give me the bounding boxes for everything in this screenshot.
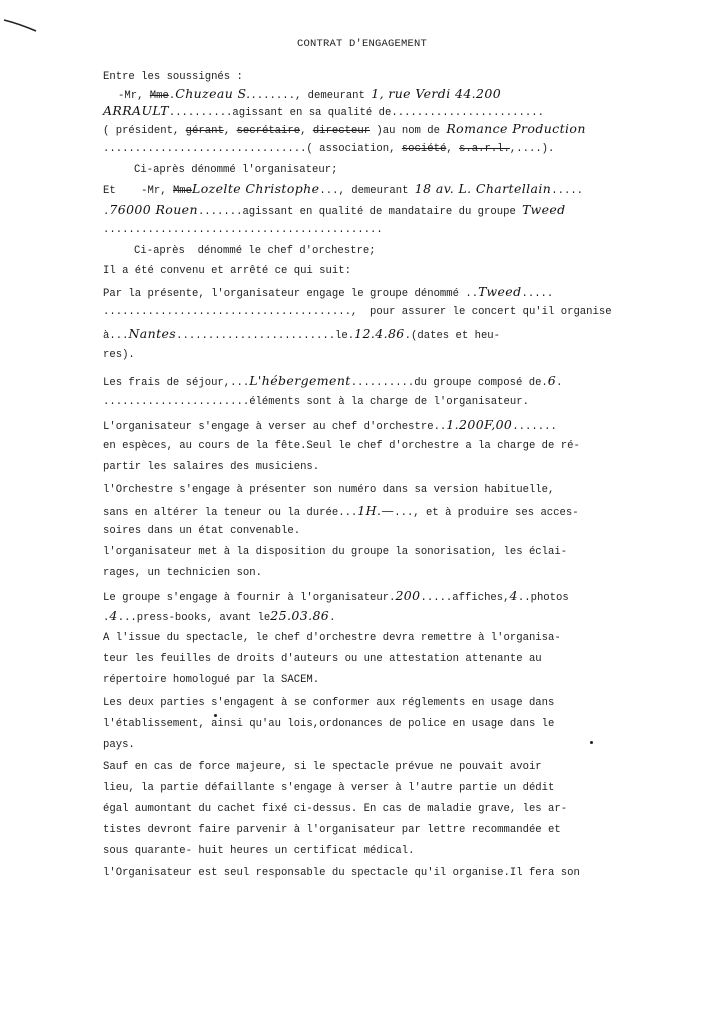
handwritten-entry: Chuzeau S. [175,86,251,101]
handwritten-entry: 6 [547,373,557,388]
ink-dot [214,714,217,717]
handwritten-entry: Nantes [128,326,177,341]
contract-line: .......................éléments sont à la charge de l'organisateur. [103,396,529,408]
struck-option: gérant [185,125,224,137]
contract-line: l'Organisateur est seul responsable du spectacle qu'il organise.Il fera son [103,867,580,879]
contract-line: sans en altérer la teneur ou la durée...1H.—..., et à produire ses acces- [103,503,579,519]
contract-line: égal aumontant du cachet fixé ci-dessus. En cas de maladie grave, les ar- [103,803,568,815]
contract-line: Entre les soussignés : [103,71,243,83]
contract-line: en espèces, au cours de la fête.Seul le chef d'orchestre a la charge de ré- [103,440,580,452]
struck-option: société [401,143,447,155]
handwritten-entry: Lozelte Christophe [192,181,320,196]
contract-line: tistes devront faire parvenir à l'organisateur par lettre recommandée et [103,824,561,836]
contract-line: Il a été convenu et arrêté ce qui suit: [103,265,351,277]
contract-line: ............................................ [103,224,383,236]
contract-line: à...Nantes.........................le.12.4.86.(dates et heu- [103,326,501,342]
handwritten-entry: 18 av. L. Chartellain [414,181,552,196]
handwritten-entry: 200 [395,588,421,603]
struck-option: Mme [149,90,169,102]
contract-line: L'organisateur s'engage à verser au chef d'orchestre..1.200F,00....... [103,417,557,433]
contract-line: pays. [103,739,135,751]
handwritten-entry: ARRAULT [103,103,169,118]
contract-line: partir les salaires des musiciens. [103,461,320,473]
handwritten-entry: 12.4.86 [354,326,405,341]
contract-line: .4...press-books, avant le25.03.86. [103,608,336,624]
handwritten-entry: 4 [109,608,118,623]
contract-line: Les frais de séjour,...L'hébergement..........du groupe composé de.6. [103,373,563,389]
handwritten-entry: 1.200F,00 [446,417,513,432]
contract-line: ARRAULT..........agissant en sa qualité de........................ [103,103,544,119]
contract-line: l'établissement, ainsi qu'au lois,ordonances de police en usage dans le [103,718,555,730]
struck-option: directeur [312,125,371,137]
contract-line: soires dans un état convenable. [103,525,301,537]
contract-line: -Mr, Mme.Chuzeau S........, demeurant 1, rue Verdi 44.200 [118,86,502,102]
contract-line: Ci-après dénommé l'organisateur; [134,164,338,176]
handwritten-entry: Tweed [522,202,566,217]
contract-line: Sauf en cas de force majeure, si le spectacle prévue ne pouvait avoir [103,761,542,773]
ink-dot [590,741,593,744]
contract-line: Les deux parties s'engagent à se conformer aux réglements en usage dans [103,697,555,709]
contract-line: ................................( association, société, s.a.r.l.,....). [103,143,555,155]
contract-line: l'organisateur met à la disposition du groupe la sonorisation, les éclai- [103,546,568,558]
contract-line: l'Orchestre s'engage à présenter son numéro dans sa version habituelle, [103,484,555,496]
handwritten-entry: 1H.— [357,503,395,518]
contract-line: Et -Mr, MmeLozelte Christophe..., demeurant 18 av. L. Chartellain..... [103,181,584,197]
contract-line: .76000 Rouen.......agissant en qualité de mandataire du groupe Tweed [103,202,566,218]
contract-line: Ci-après dénommé le chef d'orchestre; [134,245,376,257]
contract-line: ......................................., pour assurer le concert qu'il organise [103,306,612,318]
handwritten-entry: 76000 Rouen [109,202,198,217]
contract-title: CONTRAT D'ENGAGEMENT [296,38,428,50]
handwritten-entry: 25.03.86 [270,608,330,623]
contract-line: ( président, gérant, secrétaire, directeur )au nom de Romance Production [103,121,586,137]
contract-line: rages, un technicien son. [103,567,262,579]
handwritten-entry: 4 [509,588,518,603]
handwritten-entry: Tweed [478,284,522,299]
contract-line: Le groupe s'engage à fournir à l'organisateur.200.....affiches,4..photos [103,588,569,604]
contract-line: sous quarante- huit heures un certificat médical. [103,845,415,857]
contract-line: répertoire homologué par la SACEM. [103,674,320,686]
contract-line: Par la présente, l'organisateur engage le groupe dénommé ..Tweed..... [103,284,554,300]
contract-line: lieu, la partie défaillante s'engage à verser à l'autre partie un dédit [103,782,555,794]
contract-line: teur les feuilles de droits d'auteurs ou une attestation attenante au [103,653,542,665]
struck-option: secrétaire [236,125,301,137]
pen-mark [2,16,38,34]
handwritten-entry: L'hébergement [249,373,351,388]
handwritten-entry: 1, rue Verdi 44.200 [371,86,502,101]
struck-option: s.a.r.l. [459,143,510,155]
contract-line: res). [103,349,135,361]
contract-line: A l'issue du spectacle, le chef d'orchestre devra remettre à l'organisa- [103,632,561,644]
handwritten-entry: Romance Production [446,121,586,136]
struck-option: Mme [172,185,193,197]
